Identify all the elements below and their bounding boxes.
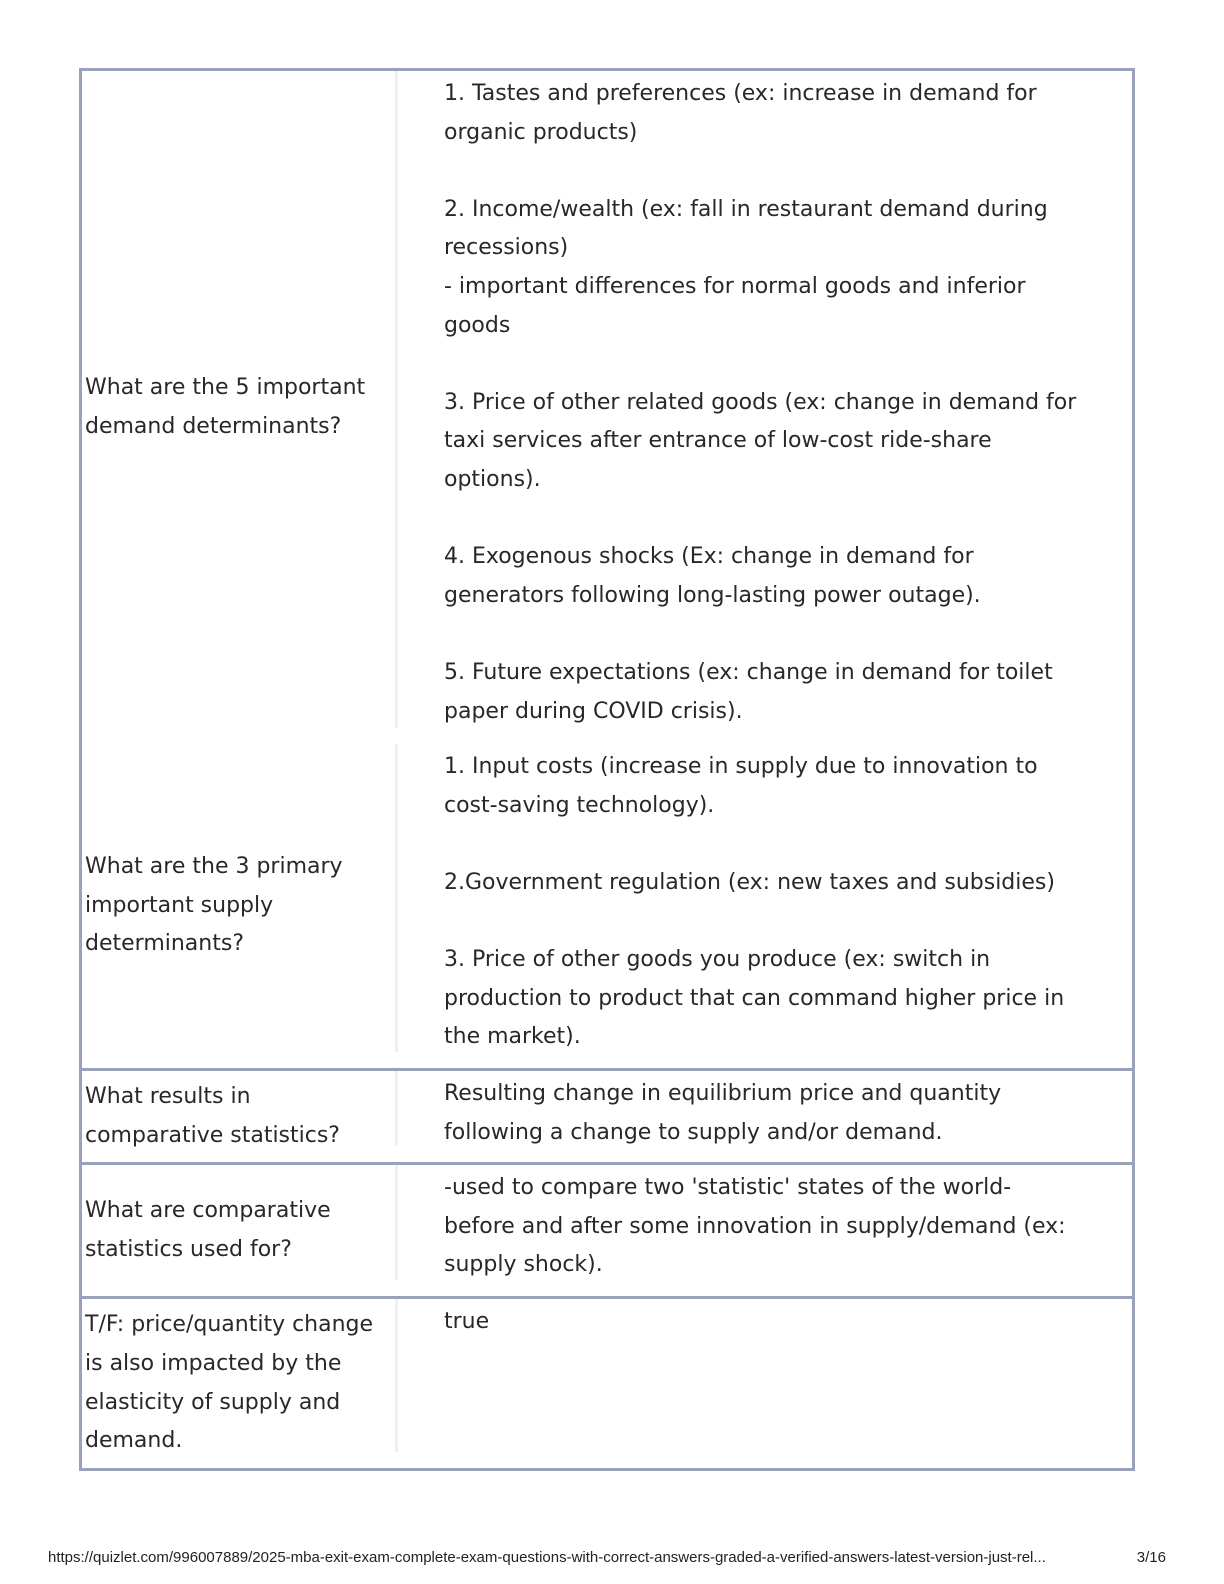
flashcard-definition: 1. Tastes and preferences (ex: increase in demand for organic products) 2. Income/wealth (ex: fall in restaurant demand during recessions) - important differences for normal goods and inferior goods 3. Price of other related goods (ex: change in demand for taxi services after entrance of low-cost ride-share options). 4. Exogenous shocks (Ex: change in demand for generators following long-lasting power outage). 5. Future expectations (ex: change in demand for toilet paper during COVID crisis).: [444, 81, 1077, 724]
flashcard-definition: 1. Input costs (increase in supply due to innovation to cost-saving technology). 2.Government regulation (ex: new taxes and subsidies) 3. Price of other goods you produce (ex: switch in production to product that can command higher price in the market).: [444, 754, 1065, 1050]
flashcard: [79, 68, 1135, 747]
flashcard-term: What are the 3 primary important supply determinants?: [85, 854, 350, 957]
flashcard-term: What results in comparative statistics?: [85, 1083, 340, 1148]
flashcard: [79, 744, 1135, 1071]
flashcard-term: T/F: price/quantity change is also impacted by the elasticity of supply and demand.: [85, 1312, 381, 1454]
flashcard: [79, 1165, 1135, 1299]
column-divider: [395, 744, 398, 1052]
page-url: https://quizlet.com/996007889/2025-mba-exit-exam-complete-exam-questions-with-correct-answers-graded-a-verified-answers-latest-version-just-rel...: [48, 1549, 1046, 1566]
column-divider: [395, 71, 398, 728]
column-divider: [395, 1071, 398, 1146]
flashcard-definition: -used to compare two 'statistic' states of the world- before and after some innovation in supply/demand (ex: supply shock).: [444, 1175, 1073, 1278]
page-number: 3/16: [1136, 1549, 1166, 1566]
column-divider: [395, 1299, 398, 1452]
flashcard-term: What are the 5 important demand determinants?: [85, 374, 373, 439]
flashcard: [79, 1071, 1135, 1165]
flashcard-definition: true: [444, 1309, 490, 1334]
flashcard: [79, 1299, 1135, 1471]
column-divider: [395, 1165, 398, 1280]
flashcard-term: What are comparative statistics used for?: [85, 1197, 338, 1262]
flashcard-definition: Resulting change in equilibrium price and quantity following a change to supply and/or demand.: [444, 1081, 1009, 1145]
